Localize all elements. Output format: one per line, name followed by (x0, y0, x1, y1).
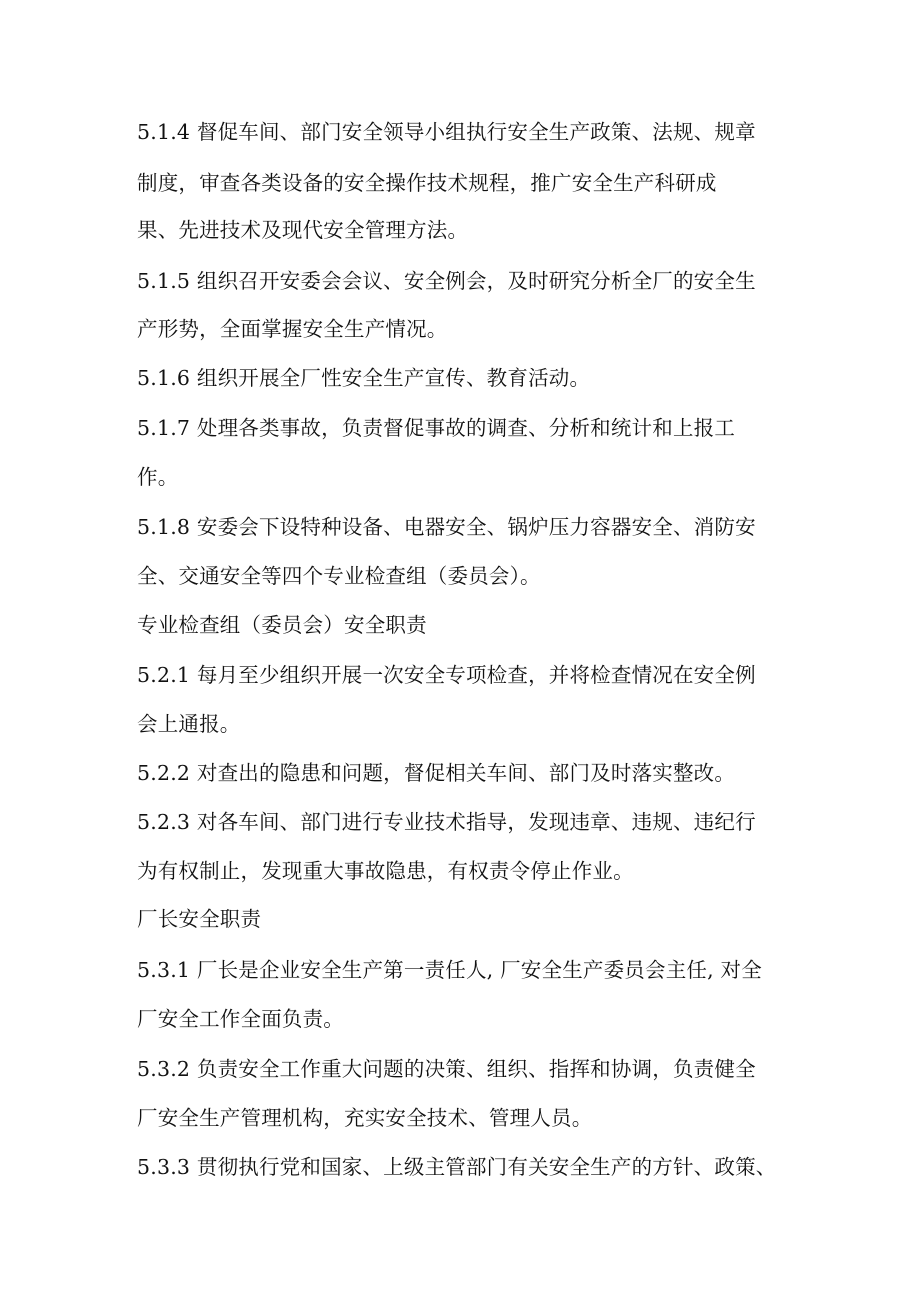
text-line-5-3-3: 5.3.3 贯彻执行党和国家、上级主管部门有关安全生产的方针、政策、 (137, 1155, 777, 1179)
text-line-5-1-5: 5.1.5 组织召开安委会会议、安全例会，及时研究分析全厂的安全生 (137, 269, 756, 293)
text-line: 会上通报。 (137, 712, 241, 736)
text-line-5-1-7: 5.1.7 处理各类事故，负责督促事故的调查、分析和统计和上报工 (137, 416, 736, 440)
text-line: 制度，审查各类设备的安全操作技术规程，推广安全生产科研成 (137, 171, 717, 195)
text-line: 果、先进技术及现代安全管理方法。 (137, 218, 469, 242)
text-line: 作。 (137, 465, 179, 489)
text-line-5-2-2: 5.2.2 对查出的隐患和问题，督促相关车间、部门及时落实整改。 (137, 761, 736, 785)
text-line-5-1-6: 5.1.6 组织开展全厂性安全生产宣传、教育活动。 (137, 366, 591, 390)
text-line-5-1-8: 5.1.8 安委会下设特种设备、电器安全、锅炉压力容器安全、消防安 (137, 515, 756, 539)
text-line-5-3-2: 5.3.2 负责安全工作重大问题的决策、组织、指挥和协调，负责健全 (137, 1057, 756, 1081)
section-heading-director: 厂长安全职责 (137, 907, 262, 931)
text-line: 全、交通安全等四个专业检查组（委员会）。 (137, 564, 541, 588)
text-line-5-2-1: 5.2.1 每月至少组织开展一次安全专项检查，并将检查情况在安全例 (137, 663, 756, 687)
text-line-5-2-3: 5.2.3 对各车间、部门进行专业技术指导，发现违章、违规、违纪行 (137, 810, 756, 834)
text-line: 产形势，全面掌握安全生产情况。 (137, 317, 448, 341)
text-line: 为有权制止，发现重大事故隐患，有权责令停止作业。 (137, 859, 634, 883)
text-line-5-1-4: 5.1.4 督促车间、部门安全领导小组执行安全生产政策、法规、规章 (137, 120, 756, 144)
text-line: 厂安全工作全面负责。 (137, 1007, 344, 1031)
text-line: 厂安全生产管理机构，充实安全技术、管理人员。 (137, 1106, 593, 1130)
section-heading-inspection-groups: 专业检查组（委员会）安全职责 (137, 613, 427, 637)
text-line-5-3-1: 5.3.1 厂长是企业安全生产第一责任人, 厂安全生产委员会主任, 对全 (137, 958, 762, 982)
